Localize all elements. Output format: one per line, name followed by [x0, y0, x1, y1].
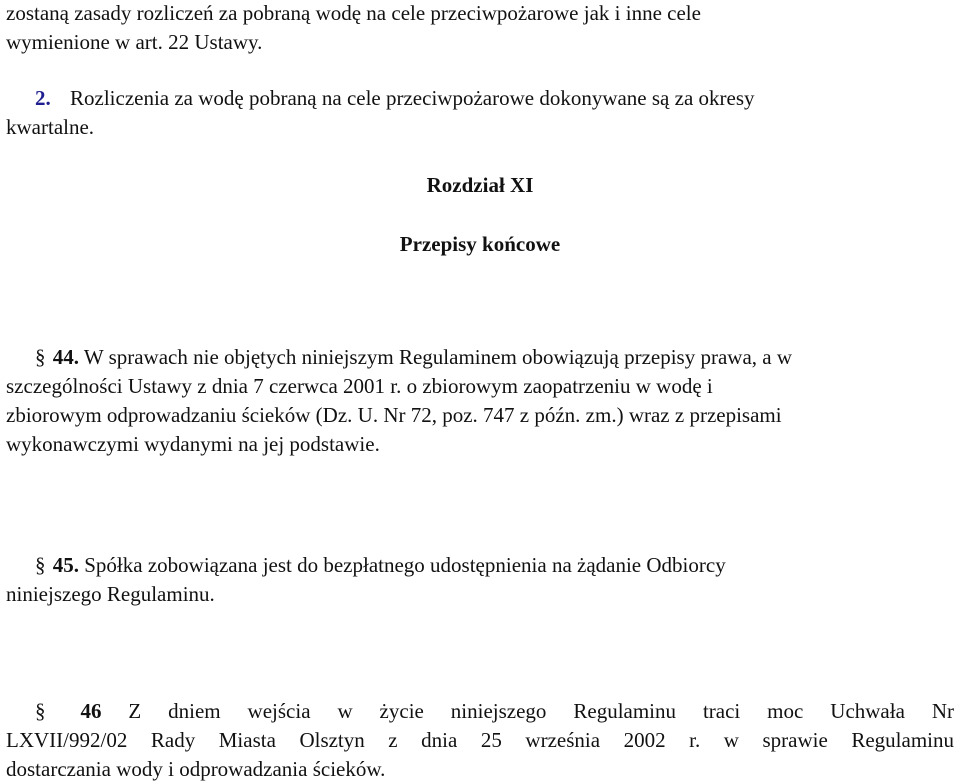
chapter-title: Rozdział XI — [426, 173, 534, 197]
point-2-line-2: kwartalne. — [6, 115, 95, 139]
section-44-line-2: szczególności Ustawy z dnia 7 czerwca 2001 r. o zbiorowym zaopatrzeniu w wodę i — [6, 374, 713, 398]
section-44-text-1: W sprawach nie objętych niniejszym Regulaminem obowiązują przepisy prawa, a w — [83, 345, 793, 369]
section-45-symbol: § — [35, 553, 46, 577]
section-44-line-3: zbiorowym odprowadzaniu ścieków (Dz. U. Nr 72, poz. 747 z późn. zm.) wraz z przepisami — [6, 403, 782, 427]
section-45-number: 45. — [52, 553, 79, 577]
section-44-number: 44. — [52, 345, 79, 369]
section-44-line-4: wykonawczymi wydanymi na jej podstawie. — [6, 432, 380, 456]
section-44-symbol: § — [35, 345, 46, 369]
section-45-text-1: Spółka zobowiązana jest do bezpłatnego udostępnienia na żądanie Odbiorcy — [84, 553, 726, 577]
section-46-number: 46 — [80, 699, 102, 723]
section-45-line-2: niniejszego Regulaminu. — [6, 582, 215, 606]
point-2-number: 2. — [35, 86, 51, 110]
section-45-line-1 — [35, 551, 726, 580]
chapter-subtitle: Przepisy końcowe — [399, 232, 561, 256]
section-44-line-1 — [35, 343, 792, 372]
section-46-line-3: dostarczania wody i odprowadzania ścieków. — [6, 757, 386, 781]
section-46-line-2: LXVII/992/02 Rady Miasta Olsztyn z dnia 25 września 2002 r. w sprawie Regulaminu — [6, 728, 954, 752]
point-2-line-1 — [35, 84, 755, 113]
section-46-symbol: § — [35, 699, 46, 723]
section-46-line-1 — [35, 697, 954, 726]
intro-line-1: zostaną zasady rozliczeń za pobraną wodę na cele przeciwpożarowe jak i inne cele — [6, 1, 701, 25]
point-2-text: Rozliczenia za wodę pobraną na cele przeciwpożarowe dokonywane są za okresy — [70, 86, 755, 110]
intro-line-2: wymienione w art. 22 Ustawy. — [6, 30, 263, 54]
section-46-text-1: Z dniem wejścia w życie niniejszego Regulaminu traci moc Uchwała Nr — [128, 699, 954, 723]
